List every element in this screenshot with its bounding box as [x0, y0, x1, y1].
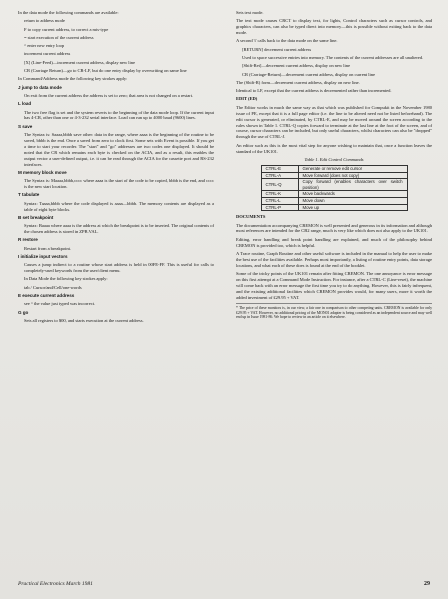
- table-key-cell: CTRL-Q: [261, 179, 298, 191]
- lf-paragraph: Identical to LF, except that the current address is decremented rather than incremented.: [236, 88, 392, 94]
- command-text-r: Restart from a breakpoint.: [24, 245, 71, 251]
- command-heading-s: S save: [18, 123, 33, 129]
- command-heading-b: B set breakpoint: [18, 214, 54, 220]
- table-desc-cell: Move down: [298, 198, 407, 205]
- decrement-item: [Shift-Ret]—decrement current address, display on new line: [242, 63, 350, 69]
- table-key-cell: CTRL-K: [261, 191, 298, 198]
- table-row: [261, 191, 407, 198]
- command-text-e: see ^ the value just typed was incorrect.: [24, 301, 96, 307]
- command-heading-e: E execute current address: [18, 293, 75, 299]
- command-heading-g: G go: [18, 309, 29, 315]
- data-mode-item: return to address mode: [24, 18, 65, 24]
- command-text-b: Syntax: Baaaa where aaaa is the address at which the breakpoint is to be inserted. The original contents of the chosen address is stored in ZPB.VAL.: [24, 223, 214, 235]
- table-desc-cell: Move backwards: [298, 191, 407, 198]
- data-mode-item: increment current address: [24, 51, 71, 57]
- data-mode-item: = start execution of the current address: [24, 34, 94, 40]
- table-key-cell: CTRL-A: [261, 172, 298, 179]
- command-heading-t: T tabulate: [18, 192, 40, 198]
- command-text-j: On exit from the current address the address is set to zero; that area is not changed on a restart.: [24, 92, 194, 98]
- table-key-cell: CTRL-E: [261, 166, 298, 173]
- intro-text: In the data mode the following commands are available:: [18, 10, 119, 15]
- data-mode-item: [X] (Line-Feed)—increment current address, display new line: [24, 59, 135, 65]
- decrement-item: Used to space successive entries into memory. The contents of the current addresses are all unaltered.: [242, 55, 424, 60]
- table-desc-cell: Generate or remove edit cursor: [298, 166, 407, 173]
- table-key-cell: CTRL-P: [261, 204, 298, 211]
- documents-paragraph-4: Some of the tricky points of the UK101 remain after fitting CREMON. The one annoyance is error message on this first attempt at a Command Mode Instruction. For instance, after a CTRL-C (Line-reset), the machine will come back with an error message the first time you try to do anything. However, this is fairly infrequent, and the existing additional facilities which CREMON provides would, for many users, more it worth the added investment of £29.95 + VAT.: [236, 271, 432, 300]
- edit-control-table: [261, 165, 408, 211]
- command-heading-r: R restore: [18, 237, 38, 243]
- text-mode-paragraph-2: A second 't' calls back to the data mode on the same line.: [236, 38, 338, 44]
- documents-paragraph-3: A Trace routine, Graph Routine and other useful software is included in the manual to help the user to make the best use of the facilities available. Perhaps most importantly, a listing of routine entry points, data storage locations, and what each of these does is found at the end of the booklet.: [236, 250, 432, 268]
- right-column: [236, 10, 432, 322]
- command-text-i: Causes a jump indirect to a routine whose start address is held in 00FE-FF. This is useful for calls to completely-used keywords from the user/client menu.: [24, 262, 214, 274]
- data-mode-item: F to copy current address, to correct a mis-type: [24, 26, 109, 32]
- table-desc-cell: Move forward (does not copy): [298, 172, 407, 179]
- decrement-item: [RETURN] decrement current address: [242, 46, 312, 52]
- section-heading-edit: EDIT (ED): [236, 96, 258, 102]
- footnote: * The price of these monitors is, in our view, a fair one in comparison to other competing units. CREMON is available for only £29.95 + VAT. However, no additional pricing of the MON01 adapter is being considered as an independent source and may well end up in Issue 1981-86. We hope to review in an article on it elsewhere.: [236, 303, 432, 320]
- command-heading-l: L load: [18, 101, 32, 107]
- table-caption: Table 1. Edit Control Commands: [304, 156, 364, 162]
- command-heading-m: M memory block move: [18, 169, 67, 175]
- documents-paragraph: The documentation accompanying CREMON is well presented and generous in its information and although most references are intended for the CB2 range, much is very like which does not also apply to the UK101.: [236, 222, 432, 234]
- section-heading-documents: DOCUMENTS: [236, 214, 266, 220]
- command-text-m: The Syntax is: Maaaa,bbbb,cccc where aaaa is the start of the code to be copied, bbbb is the end, and cccc is the new start location.: [24, 178, 214, 190]
- table-row: [261, 198, 407, 205]
- decrement-item: CR (Carriage-Return)—decrement current address, display on current line: [242, 71, 375, 77]
- data-mode-command-list: [18, 18, 214, 74]
- command-heading-j: J jump to data mode: [18, 84, 62, 90]
- table-row: [261, 204, 407, 211]
- data-mode-item: CR (Carriage Return)—go to CR-LF, but do one entry display by overwriting on same line: [24, 68, 187, 74]
- data-mode-item: ^ enter new entry loop: [24, 43, 65, 49]
- command-text-g: Sets all registers to $00, and starts execution at the current address.: [24, 317, 144, 323]
- table-row: [261, 172, 407, 179]
- command-text-s: The Syntax is: Saaaa,bbbb save other: data in the range, where aaaa is the beginning of the routine to be saved, bbbb is the end. Once a saved from zero to clock first. Some sets with Event is possible. If you get a time to start your recorder. The "start" and "go" addresses are two codes one displayed. It should be noted that the CR which remains each byte is checked on the ACIA, and as a result, this enables the output vector a user-defined output, i.e. it can be read through the ACIA for the cassette port and RS-232 interfaces.: [24, 132, 214, 167]
- command-text-i-list: tab / Cursor/and/Cell/one-words: [24, 284, 82, 290]
- table-desc-cell: Move up: [298, 204, 407, 211]
- page-number: 29: [424, 581, 430, 587]
- intro-text-2: In Command/Address mode the following key strokes apply:: [18, 76, 128, 82]
- documents-paragraph-2: Editing, error handling and break point handling are explained, and much of the philosophy behind CREMON is provided too, which is helpful.: [236, 236, 432, 248]
- edit-paragraph: The Editor works in much the same way as that which was published for Compukit in the November 1980 issue of PE, except that it is a full page editor (i.e. the line to be altered need not be listed beforehand). The edit cursor is generated, or eliminated, by CTRL-E, and may be moved around the screen according to the rules shown in Table 1. CTRL-Q copies forward to terminate at the last line at the foot of the screen, and of course, cursor characters can be included, but only useful characters, whilst characters can also be "dropped" through the use of CTRL-J.: [236, 104, 432, 140]
- edit-paragraph-2: An editor such as this is the most vital step for anyone wishing to maintain that, once a function leaves the standard of the UK101.: [236, 142, 432, 154]
- text-mode-paragraph: The text mode causes CRCT to display text, for lights, Control characters such as cursor controls, and graphics characters, can also be typed direct into memory—this is possible without exiting back to the data mode.: [236, 18, 432, 36]
- table-desc-cell: Copy forward (enables characters over switch position): [298, 179, 407, 191]
- table-key-cell: CTRL-L: [261, 198, 298, 205]
- shift-r-paragraph: The (Shift-R) form—decrement current address, display on new line.: [236, 79, 360, 85]
- command-text-l: The two free flag is set and the system reverts to the beginning of the data mode loop. If the current input has 4-CR, other than one or 4-3-232 serial interface. Load can run up to 4000 baud (9600) lines.: [24, 109, 214, 121]
- table-row: [261, 179, 407, 191]
- command-text-t: Syntax: Taaaa,bbbb where the code displayed is aaaa—bbbb. The memory contents are displayed as a table of eight byte blocks.: [24, 200, 214, 212]
- decrement-command-list: [236, 47, 432, 78]
- table-row: [261, 166, 407, 173]
- publication-footer: Practical Electronics March 1981: [18, 581, 93, 587]
- left-column: [18, 10, 214, 326]
- command-heading-i: I initialize input vectors: [18, 253, 68, 259]
- text-mode-line: Sets text mode.: [236, 10, 264, 15]
- command-text-i-2: In Data Mode the following key strokes apply:: [24, 276, 108, 282]
